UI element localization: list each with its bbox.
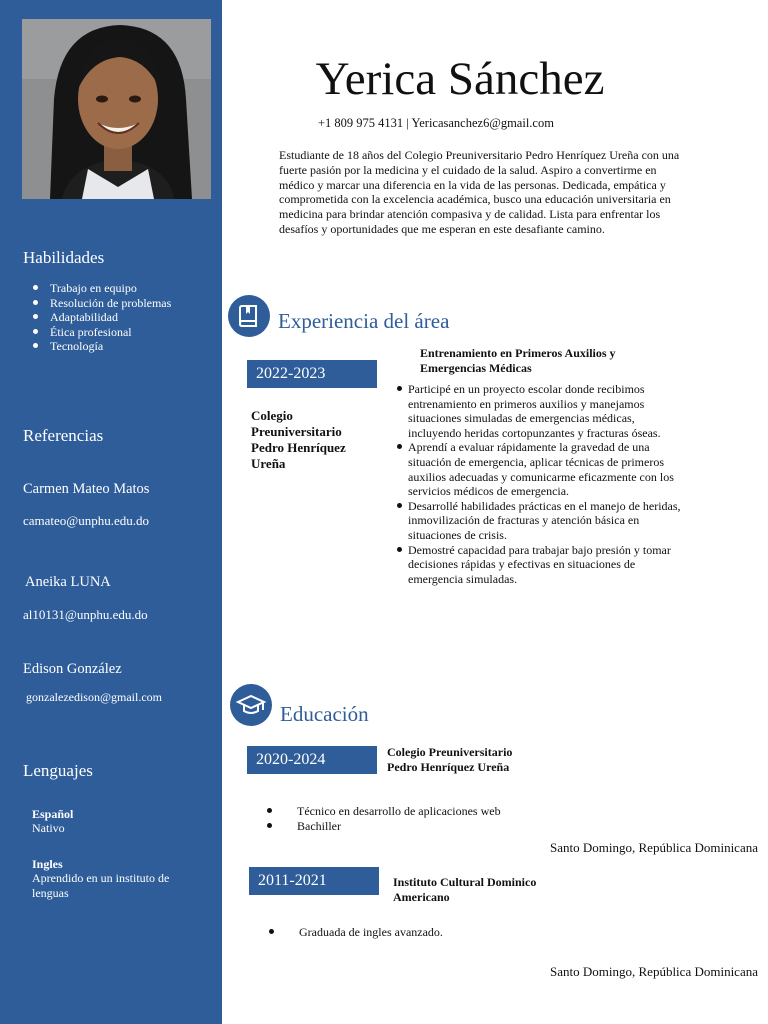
education-bullet: Bachiller: [267, 819, 567, 834]
skills-list: [32, 281, 182, 354]
education-bullet-list: [267, 804, 567, 833]
experience-bullet: Participé en un proyecto escolar donde recibimos entrenamiento en primeros auxilios y manejamos situaciones simuladas de emergencias médicas, incluyendo heridas cortopunzantes y fracturas óseas.: [396, 382, 688, 440]
language-level: Aprendido en un instituto de lenguas: [32, 871, 170, 900]
reference-email: gonzalezedison@gmail.com: [26, 690, 163, 704]
education-location: Santo Domingo, República Dominicana: [550, 840, 758, 855]
skill-item: Tecnología: [32, 339, 182, 354]
experience-bullet: Aprendí a evaluar rápidamente la gravedad de una situación de emergencia, aplicar técnicas de primeros auxilios adecuadas y comunicarme eficazmente con los servicios médicos de emergencia.: [396, 440, 688, 498]
education-years-badge: 2011-2021: [249, 867, 379, 895]
book-icon: [228, 295, 270, 337]
education-bullet: Graduada de ingles avanzado.: [269, 925, 569, 940]
reference-name: Edison González: [23, 661, 122, 677]
experience-bullet: Desarrollé habilidades prácticas en el manejo de heridas, inmovilización de fracturas y atención básica en situaciones de crisis.: [396, 499, 688, 543]
education-section-title: Educación: [280, 702, 369, 726]
profile-summary: Estudiante de 18 años del Colegio Preuniversitario Pedro Henríquez Ureña con una fuerte pasión por la medicina y el cuidado de la salud. Aspiro a convertirme en médico y marcar una diferencia en la vida de las personas. Dedicada, empática y comprometida con la excelencia académica, busco una educación universitaria en medicina para brindar atención compasiva y de calidad. Lista para enfrentar los desafíos y oportunidades que me esperan en este desafiante camino.: [279, 148, 680, 236]
skill-item: Resolución de problemas: [32, 296, 182, 311]
language-name: Español: [32, 807, 74, 821]
references-heading: Referencias: [23, 426, 104, 445]
profile-photo-image: [22, 19, 211, 199]
education-location: Santo Domingo, República Dominicana: [550, 964, 758, 979]
sidebar: [0, 0, 222, 1024]
education-bullet-list: [269, 925, 569, 940]
experience-bullet-list: [396, 382, 688, 586]
languages-heading: Lenguajes: [23, 761, 93, 780]
reference-name: Aneika LUNA: [25, 574, 111, 590]
reference-name: Carmen Mateo Matos: [23, 481, 150, 497]
skill-item: Ética profesional: [32, 325, 182, 340]
candidate-name: Yerica Sánchez: [315, 53, 605, 105]
experience-section-title: Experiencia del área: [278, 309, 450, 333]
language-name: Ingles: [32, 857, 63, 871]
skills-heading: Habilidades: [23, 248, 105, 267]
reference-email: al10131@unphu.edu.do: [23, 607, 148, 622]
language-level: Nativo: [32, 821, 65, 835]
graduation-cap-icon: [230, 684, 272, 726]
experience-institution: Colegio Preuniversitario Pedro Henríquez Ureña: [251, 408, 346, 471]
education-years-badge: 2020-2024: [247, 746, 377, 774]
education-institution: Instituto Cultural Dominico Americano: [393, 875, 537, 904]
skill-item: Adaptabilidad: [32, 310, 182, 325]
profile-photo: [22, 19, 211, 199]
experience-role: Entrenamiento en Primeros Auxilios y Emergencias Médicas: [420, 346, 616, 375]
skill-item: Trabajo en equipo: [32, 281, 182, 296]
contact-info: +1 809 975 4131 | Yericasanchez6@gmail.com: [318, 116, 554, 130]
experience-years-badge: 2022-2023: [247, 360, 377, 388]
education-bullet: Técnico en desarrollo de aplicaciones web: [267, 804, 567, 819]
education-institution: Colegio Preuniversitario Pedro Henríquez Ureña: [387, 745, 513, 774]
experience-bullet: Demostré capacidad para trabajar bajo presión y tomar decisiones rápidas y efectivas en situaciones de emergencia simuladas.: [396, 543, 688, 587]
reference-email: camateo@unphu.edu.do: [23, 513, 150, 528]
